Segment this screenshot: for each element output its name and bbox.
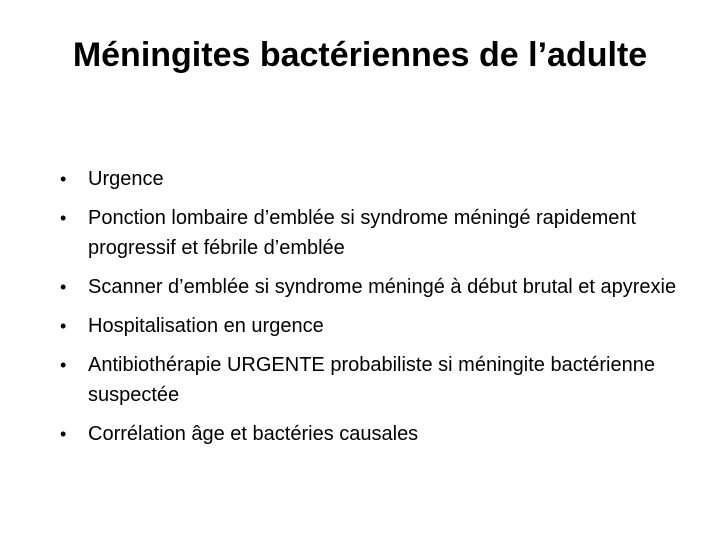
- slide-title: Méningites bactériennes de l’adulte: [72, 36, 648, 74]
- bullet-text: Corrélation âge et bactéries causales: [88, 423, 419, 445]
- bullet-item-urgence: [60, 164, 680, 194]
- bullet-dot-icon: •: [60, 277, 67, 297]
- bullet-dot-icon: •: [60, 316, 67, 336]
- bullet-text: Hospitalisation en urgence: [88, 315, 324, 337]
- bullet-dot-icon: •: [60, 169, 67, 189]
- bullet-item-ponction-lombaire: [60, 203, 680, 263]
- bullet-text: Ponction lombaire d’emblée si syndrome méningé rapidement progressif et fébrile d’emblée: [88, 207, 637, 259]
- bullet-item-correlation: [60, 419, 680, 449]
- bullet-item-antibiotherapie: [60, 350, 680, 410]
- bullet-dot-icon: •: [60, 355, 67, 375]
- bullet-dot-icon: •: [60, 208, 67, 228]
- bullet-text: Antibiothérapie URGENTE probabiliste si méningite bactérienne suspectée: [88, 354, 655, 406]
- bullet-text: Urgence: [88, 168, 164, 190]
- bullet-text: Scanner d’emblée si syndrome méningé à début brutal et apyrexie: [88, 276, 677, 298]
- bullet-item-hospitalisation: [60, 311, 680, 341]
- bullet-list: [60, 164, 680, 458]
- bullet-item-scanner: [60, 272, 680, 302]
- bullet-dot-icon: •: [60, 424, 67, 444]
